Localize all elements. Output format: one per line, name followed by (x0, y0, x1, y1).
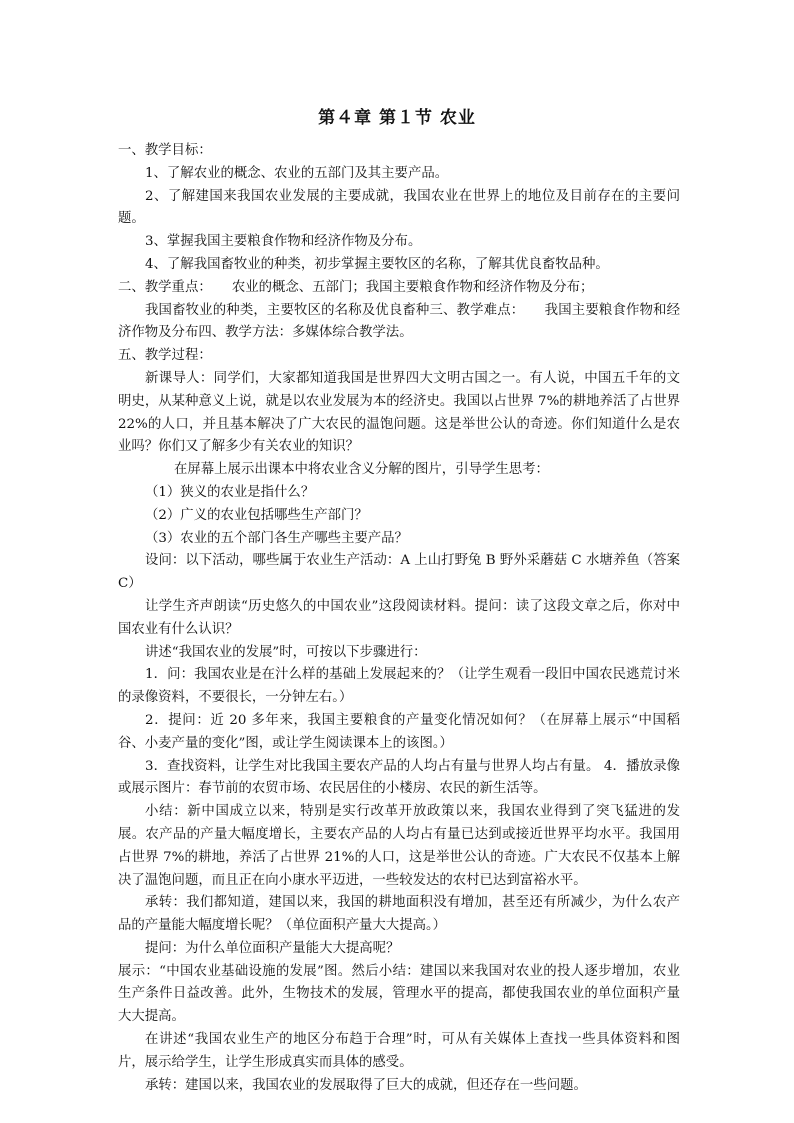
question-item-3: （3）农业的五个部门各生产哪些主要产品？ (145, 530, 408, 546)
question-item-1: （1）狭义的农业是指什么？ (145, 484, 315, 500)
document-body (118, 140, 680, 1097)
section-heading-key-points: 二、教学重点： 农业的概念、五部门；我国主要粮食作物和经济作物及分布； (118, 279, 594, 295)
step-2-paragraph: 2．提问：近 20 多年来，我国主要粮食的产量变化情况如何？（在屏幕上展示“中国稻谷、小麦产量的变化”图，或让学生阅读课本上的该图。） (118, 712, 680, 751)
intro-paragraph: 新课导人：同学们，大家都知道我国是世界四大文明古国之一。有人说，中国五千年的文明史，从某种意义上说，就是以农业发展为本的经济史。我国以占世界 7%的耕地养活了占世界 22%的人口，并且基本解决了广大农民的温饱问题。这是举世公认的奇迹。你们知道什么是农业吗？你们又了解多少有关农业的知识？ (118, 370, 680, 455)
screen-display-paragraph: 在屏幕上展示出课本中将农业含义分解的图片，引导学生思考： (174, 462, 549, 478)
question-item-2: （2）广义的农业包括哪些生产部门？ (145, 507, 368, 523)
page-title: 第４章 第１节 农业 (318, 108, 476, 128)
summary-paragraph: 小结：新中国成立以来，特别是实行改革开放政策以来，我国农业得到了突飞猛进的发展。农产品的产量大幅度增长，主要农产品的人均占有量已达到或接近世界平均水平。我国用占世界 7%的耕地，养活了占世界 21%的人口，这是举世公认的奇迹。广大农民不仅基本上解决了温饱问题，而且正在向小康水平迈进，一些较发达的农村已达到富裕水平。 (118, 804, 680, 888)
key-points-continued-paragraph: 我国畜牧业的种类，主要牧区的名称及优良畜种三、教学难点： 我国主要粮食作物和经济作物及分布四、教学方法：多媒体综合教学法。 (118, 302, 680, 341)
development-steps-paragraph: 讲述“我国农业的发展”时，可按以下步骤进行： (145, 644, 427, 660)
objective-item-2: 2、了解建国来我国农业发展的主要成就，我国农业在世界上的地位及目前存在的主要问题。 (118, 188, 680, 227)
activity-question-paragraph: 设问：以下活动，哪些属于农业生产活动：A 上山打野兔 B 野外采蘑菇 C 水塘养鱼（答案 C） (118, 553, 680, 592)
step-1-paragraph: 1．问：我国农业是在汁么样的基础上发展起来的？（让学生观看一段旧中国农民逃荒讨米的录像资料，不要很长，一分钟左右。） (118, 667, 680, 706)
display-infrastructure-paragraph: 展示：“中国农业基础设施的发展”图。然后小结：建国以来我国对农业的投人逐步增加，农业生产条件日益改善。此外，生物技术的发展，管理水平的提高，都使我国农业的单位面积产量大大提高。 (118, 963, 680, 1025)
section-heading-process: 五、教学过程： (118, 348, 212, 364)
section-heading-objectives: 一、教学目标： (118, 143, 212, 158)
objective-item-3: 3、掌握我国主要粮食作物和经济作物及分布。 (145, 234, 422, 250)
distribution-paragraph: 在讲述“我国农业生产的地区分布趋于合理”时，可从有关媒体上查找一些具体资料和图片，展示给学生，让学生形成真实而具体的感受。 (118, 1032, 680, 1070)
step-3-4-paragraph: 3．查找资料，让学生对比我国主要农产品的人均占有量与世界人均占有量。 4．播放录像或展示图片：春节前的农贸市场、农民居住的小楼房、农民的新生活等。 (118, 758, 680, 797)
objective-item-1: 1、了解农业的概念、农业的五部门及其主要产品。 (145, 165, 449, 181)
final-transition-paragraph: 承转：建国以来，我国农业的发展取得了巨大的成就，但还存在一些问题。 (145, 1077, 587, 1093)
reading-material-paragraph: 让学生齐声朗读“历史悠久的中国农业”这段阅读材料。提问：读了这段文章之后，你对中国农业有什么认识？ (118, 598, 680, 637)
question-yield-paragraph: 提问：为什么单位面积产量能大大提高呢？ (145, 940, 400, 956)
transition-paragraph: 承转：我们都知道，建国以来，我国的耕地面积没有增加，甚至还有所减少，为什么农产品的产量能大幅度增长呢？（单位面积产量大大提高。） (118, 895, 680, 934)
objective-item-4: 4、了解我国畜牧业的种类，初步掌握主要牧区的名称，了解其优良畜牧品种。 (145, 256, 609, 272)
